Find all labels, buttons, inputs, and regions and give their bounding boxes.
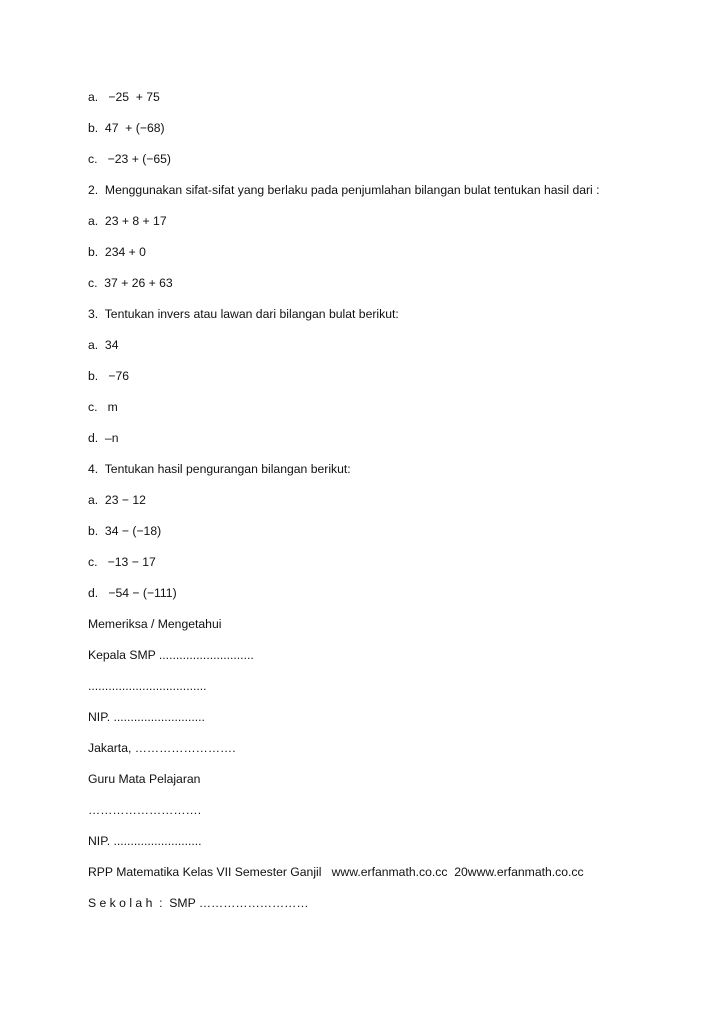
item-4a: a. 23 − 12 bbox=[88, 493, 146, 507]
footer-source: RPP Matematika Kelas VII Semester Ganjil www.erfanmath.co.cc 20www.erfanmath.co.cc bbox=[88, 865, 584, 879]
principal-name-placeholder: ................................... bbox=[88, 679, 207, 693]
item-3b: b. −76 bbox=[88, 369, 129, 383]
item-4b: b. 34 − (−18) bbox=[88, 524, 162, 538]
teacher-title: Guru Mata Pelajaran bbox=[88, 772, 201, 786]
question-4: 4. Tentukan hasil pengurangan bilangan berikut: bbox=[88, 462, 351, 476]
item-3d: d. –n bbox=[88, 431, 119, 445]
item-2c: c. 37 + 26 + 63 bbox=[88, 276, 173, 290]
place-date: Jakarta, ……………………. bbox=[88, 741, 236, 755]
principal-nip: NIP. ........................... bbox=[88, 710, 205, 724]
question-2: 2. Menggunakan sifat-sifat yang berlaku pada penjumlahan bilangan bulat tentukan hasil dari : bbox=[88, 183, 600, 197]
item-3c: c. m bbox=[88, 400, 118, 414]
item-3a: a. 34 bbox=[88, 338, 119, 352]
item-4c: c. −13 − 17 bbox=[88, 555, 156, 569]
item-2b: b. 234 + 0 bbox=[88, 245, 146, 259]
item-1a: a. −25 + 75 bbox=[88, 90, 160, 104]
question-3: 3. Tentukan invers atau lawan dari bilangan bulat berikut: bbox=[88, 307, 399, 321]
school-line: S e k o l a h : SMP ……………………… bbox=[88, 896, 309, 910]
item-1b: b. 47 + (−68) bbox=[88, 121, 165, 135]
item-4d: d. −54 − (−111) bbox=[88, 586, 177, 600]
item-2a: a. 23 + 8 + 17 bbox=[88, 214, 167, 228]
approval-label: Memeriksa / Mengetahui bbox=[88, 617, 222, 631]
teacher-name-placeholder: ………………………. bbox=[88, 803, 202, 817]
teacher-nip: NIP. .......................... bbox=[88, 834, 202, 848]
document-body bbox=[88, 88, 708, 925]
principal-title: Kepala SMP ............................ bbox=[88, 648, 254, 662]
item-1c: c. −23 + (−65) bbox=[88, 152, 171, 166]
